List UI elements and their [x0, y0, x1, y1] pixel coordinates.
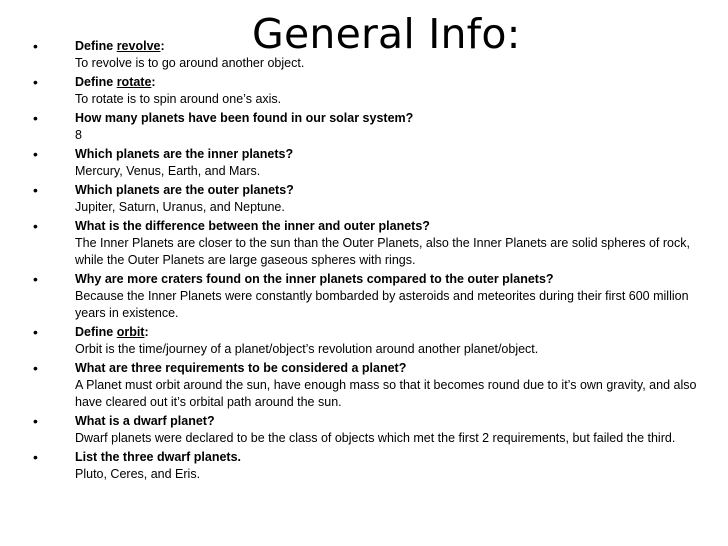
bullet-icon: • — [33, 146, 38, 162]
question — [75, 324, 728, 341]
qa-item-planet-count — [0, 110, 728, 144]
answer: To revolve is to go around another object. — [75, 56, 305, 70]
qa-item-define-orbit — [0, 324, 728, 358]
bullet-icon: • — [33, 271, 38, 287]
question-prefix: Define — [75, 75, 117, 89]
qa-item-define-rotate — [0, 74, 728, 108]
bullet-icon: • — [33, 38, 38, 54]
question-prefix: Define — [75, 39, 117, 53]
question: Which planets are the inner planets? — [75, 147, 294, 161]
answer: Orbit is the time/journey of a planet/object’s revolution around another planet/object. — [75, 342, 539, 356]
answer: Mercury, Venus, Earth, and Mars. — [75, 164, 261, 178]
qa-list — [0, 38, 728, 485]
question: How many planets have been found in our solar system? — [75, 111, 414, 125]
question-suffix: : — [151, 75, 156, 89]
answer: A Planet must orbit around the sun, have enough mass so that it becomes round due to it’s own gravity, and also have cleared out it’s orbital path around the sun. — [75, 378, 697, 409]
question-suffix: : — [160, 39, 165, 53]
question-term: revolve — [116, 39, 161, 53]
answer: To rotate is to spin around one’s axis. — [75, 92, 282, 106]
bullet-icon: • — [33, 74, 38, 90]
bullet-icon: • — [33, 110, 38, 126]
question: Which planets are the outer planets? — [75, 183, 294, 197]
answer: The Inner Planets are closer to the sun than the Outer Planets, also the Inner Planets are solid spheres of rock, while the Outer Planets are large gaseous spheres with rings. — [75, 236, 690, 267]
bullet-icon: • — [33, 218, 38, 234]
answer: Jupiter, Saturn, Uranus, and Neptune. — [75, 200, 285, 214]
qa-item-planet-difference — [0, 218, 728, 269]
question: What is a dwarf planet? — [75, 414, 215, 428]
question: List the three dwarf planets. — [75, 450, 242, 464]
question: Why are more craters found on the inner planets compared to the outer planets? — [75, 272, 554, 286]
answer: Because the Inner Planets were constantly bombarded by asteroids and meteorites during their first 600 million years in existence. — [75, 289, 689, 320]
question-term: rotate — [116, 75, 152, 89]
question — [75, 38, 728, 55]
question: What are three requirements to be considered a planet? — [75, 361, 407, 375]
slide-title: General Info: — [252, 10, 521, 58]
qa-item-define-revolve — [0, 38, 728, 72]
bullet-icon: • — [33, 449, 38, 465]
bullet-icon: • — [33, 413, 38, 429]
question — [75, 74, 728, 91]
answer: Dwarf planets were declared to be the class of objects which met the first 2 requirements, but failed the third. — [75, 431, 676, 445]
qa-item-craters — [0, 271, 728, 322]
question-suffix: : — [144, 325, 149, 339]
bullet-icon: • — [33, 324, 38, 340]
question-term: orbit — [116, 325, 145, 339]
qa-item-outer-planets — [0, 182, 728, 216]
bullet-icon: • — [33, 360, 38, 376]
qa-item-dwarf-planet-list — [0, 449, 728, 483]
question: What is the difference between the inner and outer planets? — [75, 219, 430, 233]
question-prefix: Define — [75, 325, 117, 339]
answer: 8 — [75, 128, 82, 142]
answer: Pluto, Ceres, and Eris. — [75, 467, 201, 481]
qa-item-planet-requirements — [0, 360, 728, 411]
qa-item-dwarf-planet — [0, 413, 728, 447]
qa-item-inner-planets — [0, 146, 728, 180]
bullet-icon: • — [33, 182, 38, 198]
